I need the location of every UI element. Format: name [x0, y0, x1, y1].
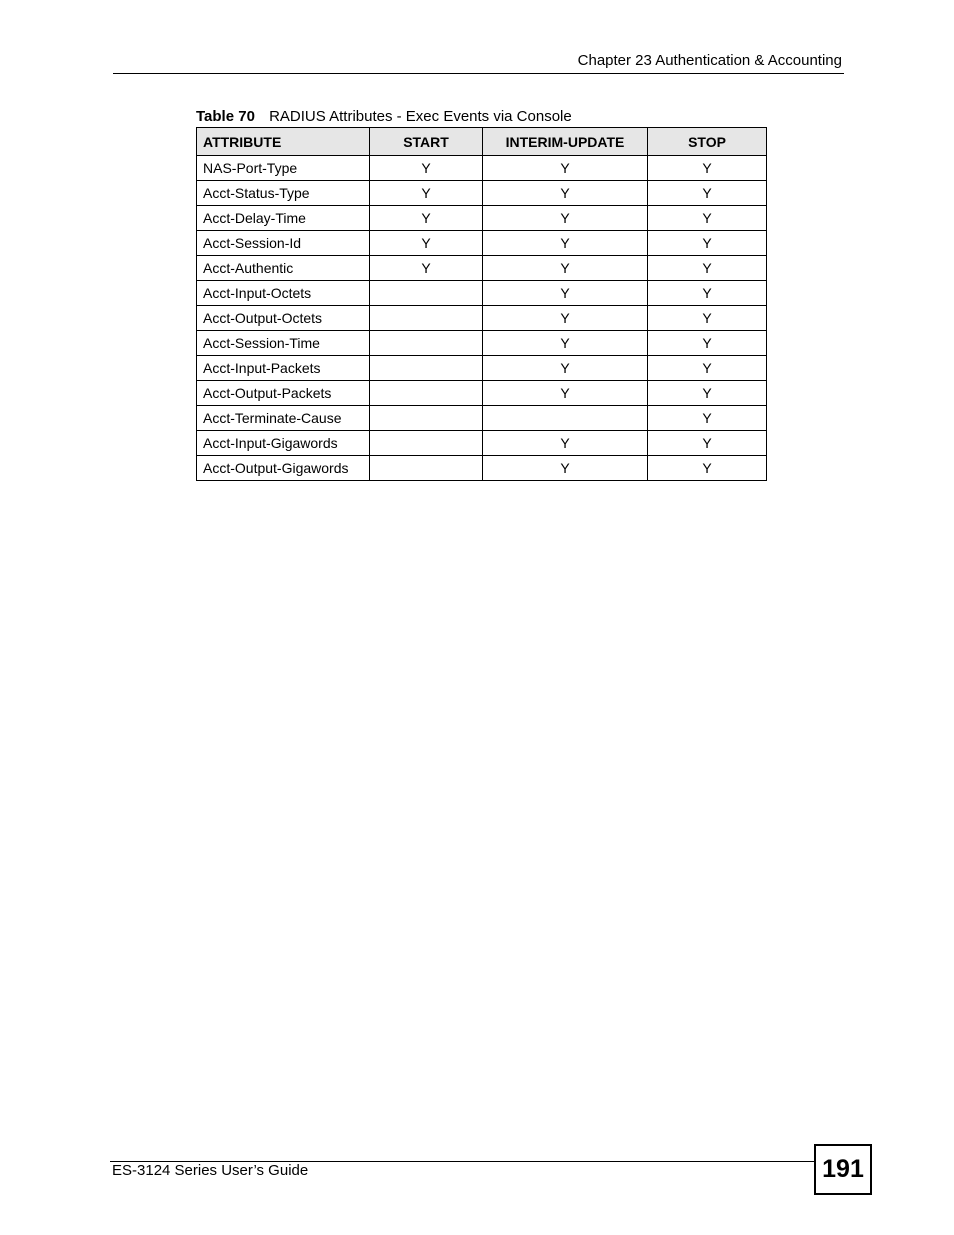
stop-cell: Y: [648, 181, 767, 206]
interim-update-cell: Y: [483, 381, 648, 406]
chapter-header: Chapter 23 Authentication & Accounting: [577, 52, 842, 69]
table-caption: [196, 108, 572, 125]
column-header-interim-update: INTERIM-UPDATE: [483, 128, 648, 156]
table-row: [197, 156, 767, 181]
stop-cell: Y: [648, 331, 767, 356]
attribute-cell: Acct-Terminate-Cause: [197, 406, 370, 431]
interim-update-cell: Y: [483, 181, 648, 206]
column-header-stop: STOP: [648, 128, 767, 156]
interim-update-cell: Y: [483, 231, 648, 256]
guide-title: ES-3124 Series User’s Guide: [112, 1162, 309, 1179]
attribute-cell: Acct-Authentic: [197, 256, 370, 281]
stop-cell: Y: [648, 256, 767, 281]
start-cell: [370, 356, 483, 381]
start-cell: [370, 381, 483, 406]
interim-update-cell: Y: [483, 281, 648, 306]
table-row: [197, 431, 767, 456]
table-caption-label: Table 70: [196, 108, 255, 125]
page-number: 191: [814, 1144, 872, 1195]
stop-cell: Y: [648, 156, 767, 181]
start-cell: [370, 431, 483, 456]
column-header-start: START: [370, 128, 483, 156]
table-header-row: [197, 128, 767, 156]
interim-update-cell: [483, 406, 648, 431]
table-row: [197, 306, 767, 331]
table-row: [197, 331, 767, 356]
start-cell: [370, 281, 483, 306]
stop-cell: Y: [648, 431, 767, 456]
start-cell: [370, 406, 483, 431]
attribute-cell: Acct-Input-Octets: [197, 281, 370, 306]
attribute-cell: Acct-Output-Packets: [197, 381, 370, 406]
attribute-cell: Acct-Session-Id: [197, 231, 370, 256]
attribute-cell: Acct-Delay-Time: [197, 206, 370, 231]
start-cell: [370, 456, 483, 481]
interim-update-cell: Y: [483, 431, 648, 456]
interim-update-cell: Y: [483, 206, 648, 231]
stop-cell: Y: [648, 381, 767, 406]
interim-update-cell: Y: [483, 306, 648, 331]
attribute-cell: Acct-Output-Gigawords: [197, 456, 370, 481]
table-row: [197, 356, 767, 381]
start-cell: Y: [370, 231, 483, 256]
interim-update-cell: Y: [483, 256, 648, 281]
attribute-cell: Acct-Status-Type: [197, 181, 370, 206]
start-cell: Y: [370, 256, 483, 281]
table-row: [197, 231, 767, 256]
interim-update-cell: Y: [483, 156, 648, 181]
stop-cell: Y: [648, 306, 767, 331]
attribute-cell: Acct-Session-Time: [197, 331, 370, 356]
attribute-cell: Acct-Input-Gigawords: [197, 431, 370, 456]
interim-update-cell: Y: [483, 331, 648, 356]
table-caption-title: RADIUS Attributes - Exec Events via Console: [269, 108, 572, 125]
stop-cell: Y: [648, 281, 767, 306]
table-row: [197, 206, 767, 231]
header-divider: [113, 73, 844, 74]
stop-cell: Y: [648, 356, 767, 381]
start-cell: [370, 331, 483, 356]
table-row: [197, 456, 767, 481]
stop-cell: Y: [648, 456, 767, 481]
attribute-cell: Acct-Input-Packets: [197, 356, 370, 381]
start-cell: Y: [370, 206, 483, 231]
start-cell: Y: [370, 156, 483, 181]
column-header-attribute: ATTRIBUTE: [197, 128, 370, 156]
stop-cell: Y: [648, 206, 767, 231]
attribute-cell: NAS-Port-Type: [197, 156, 370, 181]
stop-cell: Y: [648, 231, 767, 256]
start-cell: [370, 306, 483, 331]
table-row: [197, 181, 767, 206]
interim-update-cell: Y: [483, 456, 648, 481]
radius-attributes-table: [196, 127, 767, 481]
table-row: [197, 381, 767, 406]
attribute-cell: Acct-Output-Octets: [197, 306, 370, 331]
start-cell: Y: [370, 181, 483, 206]
table-row: [197, 256, 767, 281]
table-row: [197, 406, 767, 431]
stop-cell: Y: [648, 406, 767, 431]
interim-update-cell: Y: [483, 356, 648, 381]
table-row: [197, 281, 767, 306]
